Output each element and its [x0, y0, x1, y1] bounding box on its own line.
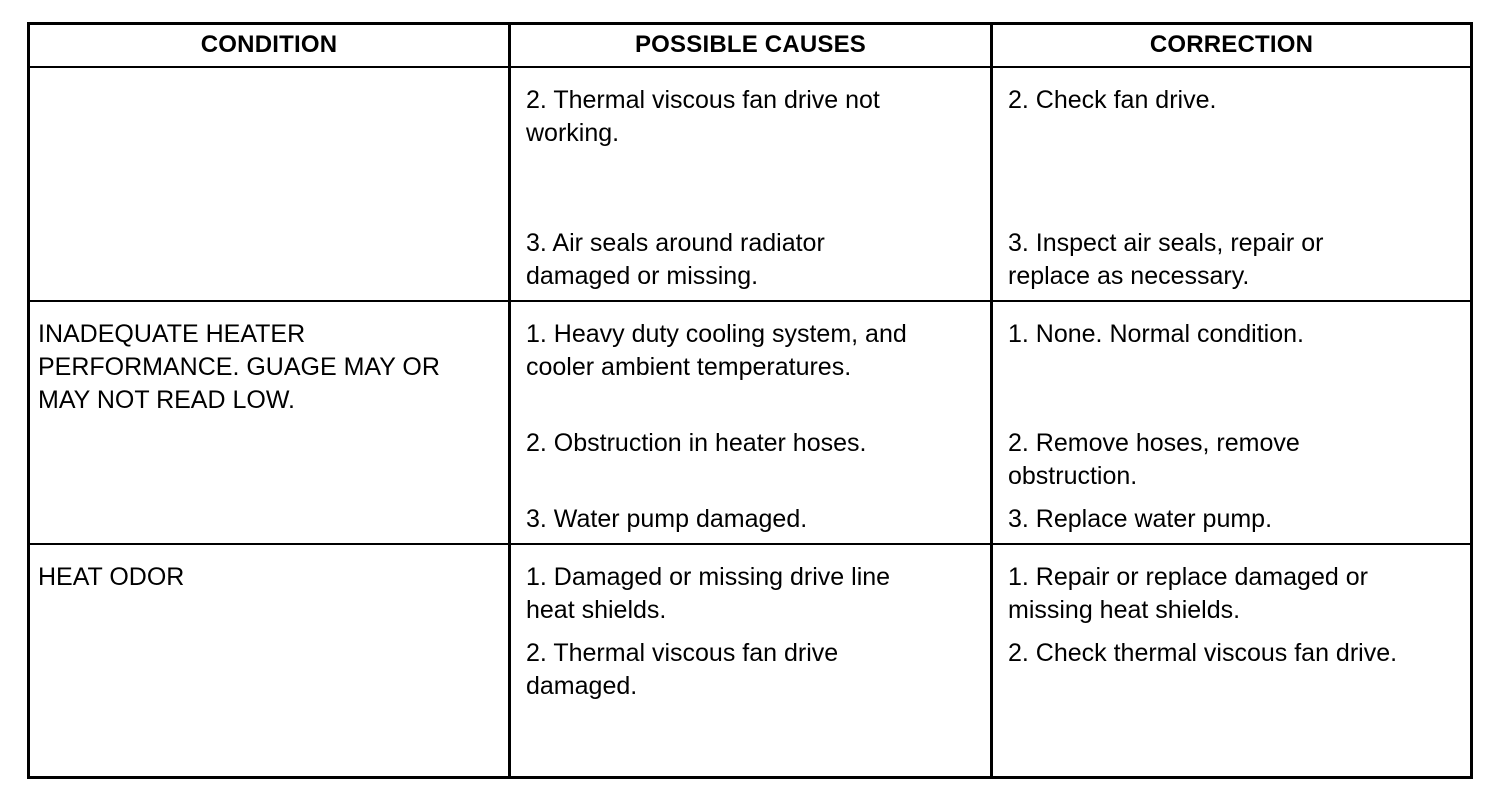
- header-correction: CORRECTION: [1149, 31, 1314, 58]
- cause-cell: 1. Heavy duty cooling system, and cooler ambient temperatures.: [526, 320, 907, 381]
- correction-cell: 3. Inspect air seals, repair or replace as necessary.: [1008, 229, 1324, 290]
- correction-cell: 3. Replace water pump.: [1008, 505, 1273, 533]
- cause-cell: 1. Damaged or missing drive line heat shields.: [526, 563, 891, 624]
- header-condition: CONDITION: [200, 31, 338, 58]
- cause-cell: 2. Obstruction in heater hoses.: [526, 429, 867, 457]
- header-possible-causes: POSSIBLE CAUSES: [634, 31, 867, 58]
- cause-cell: 2. Thermal viscous fan drive not working.: [526, 86, 880, 147]
- condition-cell: HEAT ODOR: [38, 563, 185, 591]
- correction-cell: 1. None. Normal condition.: [1008, 320, 1304, 348]
- correction-cell: 2. Remove hoses, remove obstruction.: [1008, 429, 1300, 490]
- header-divider: [27, 66, 1473, 68]
- column-divider: [508, 22, 511, 779]
- cause-cell: 3. Air seals around radiator damaged or missing.: [526, 229, 825, 290]
- row-divider: [27, 300, 1473, 302]
- correction-cell: 2. Check fan drive.: [1008, 86, 1217, 114]
- cause-cell: 3. Water pump damaged.: [526, 505, 808, 533]
- correction-cell: 1. Repair or replace damaged or missing heat shields.: [1008, 563, 1368, 624]
- column-divider: [990, 22, 993, 779]
- correction-cell: 2. Check thermal viscous fan drive.: [1008, 639, 1398, 667]
- condition-cell: INADEQUATE HEATER PERFORMANCE. GUAGE MAY OR MAY NOT READ LOW.: [38, 320, 440, 414]
- cause-cell: 2. Thermal viscous fan drive damaged.: [526, 639, 839, 700]
- row-divider: [27, 543, 1473, 545]
